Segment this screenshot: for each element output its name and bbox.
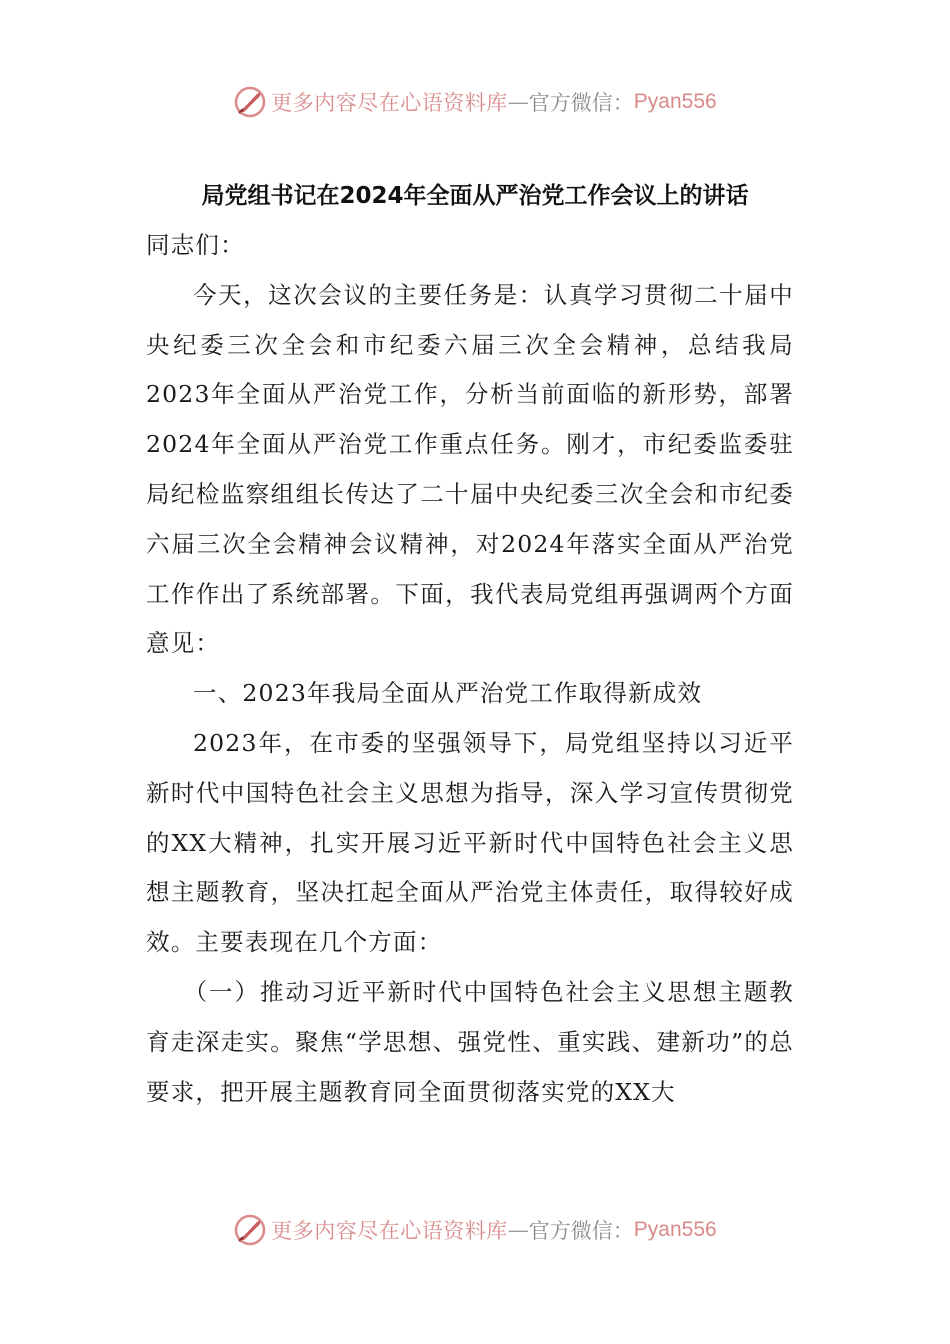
watermark-wechat-id: Pyan556 bbox=[633, 1218, 717, 1241]
watermark-banner-bottom bbox=[0, 1210, 950, 1250]
quill-logo-icon bbox=[233, 85, 267, 119]
paragraph-1: 今天，这次会议的主要任务是：认真学习贯彻二十届中央纪委三次全会和市纪委六届三次全会精神，总结我局2023年全面从严治党工作，分析当前面临的新形势，部署2024年全面从严治党工作重点任务。刚才，市纪委监委驻局纪检监察组组长传达了二十届中央纪委三次全会和市纪委六届三次全会精神会议精神，对2024年落实全面从严治党工作作出了系统部署。下面，我代表局党组再强调两个方面意见： bbox=[146, 280, 794, 658]
watermark-text: 更多内容尽在心语资料库 bbox=[271, 91, 508, 115]
watermark-label: 官方微信： bbox=[528, 91, 634, 115]
watermark-banner-top bbox=[0, 82, 950, 122]
paragraph-2: 2023年，在市委的坚强领导下，局党组坚持以习近平新时代中国特色社会主义思想为指导，深入学习宣传贯彻党的XX大精神，扎实开展习近平新时代中国特色社会主义思想主题教育，坚决扛起全面从严治党主体责任，取得较好成效。主要表现在几个方面： bbox=[146, 728, 794, 957]
salutation: 同志们： bbox=[146, 231, 245, 259]
document-body bbox=[146, 221, 794, 1117]
watermark-label: 官方微信： bbox=[528, 1219, 634, 1243]
document-title: 局党组书记在2024年全面从严治党工作会议上的讲话 bbox=[201, 183, 749, 209]
watermark-separator: — bbox=[507, 1218, 529, 1242]
watermark-wechat-id: Pyan556 bbox=[633, 90, 717, 113]
watermark-separator: — bbox=[507, 90, 529, 114]
paragraph-3: （一）推动习近平新时代中国特色社会主义思想主题教育走深走实。聚焦“学思想、强党性、重实践、建新功”的总要求，把开展主题教育同全面贯彻落实党的XX大 bbox=[146, 977, 794, 1106]
quill-logo-icon bbox=[233, 1213, 267, 1247]
watermark-text: 更多内容尽在心语资料库 bbox=[271, 1219, 508, 1243]
section-heading-1: 一、2023年我局全面从严治党工作取得新成效 bbox=[193, 679, 703, 708]
